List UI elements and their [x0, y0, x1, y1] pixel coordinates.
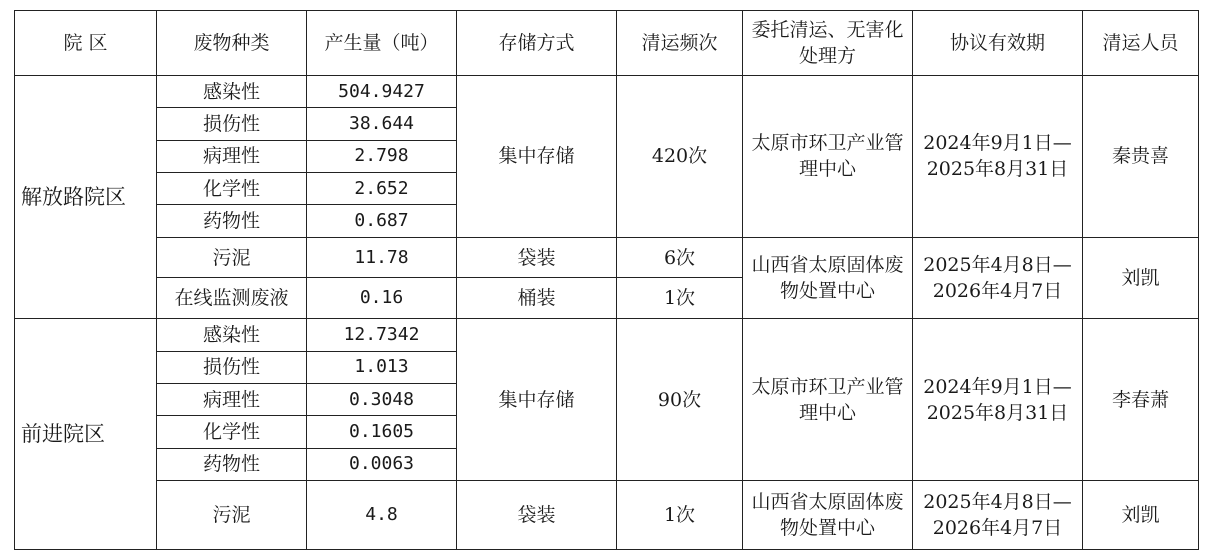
table-row	[15, 237, 1199, 278]
amount-cell: 1.013	[307, 351, 457, 383]
waste-type-cell: 感染性	[157, 76, 307, 108]
amount-cell: 0.1605	[307, 416, 457, 448]
header-row	[15, 11, 1199, 76]
frequency-cell: 1次	[617, 480, 743, 549]
period-cell: 2024年9月1日—2025年8月31日	[913, 319, 1083, 481]
waste-type-cell: 感染性	[157, 319, 307, 351]
amount-cell: 38.644	[307, 108, 457, 140]
staff-cell: 刘凯	[1083, 480, 1199, 549]
header-staff: 清运人员	[1083, 11, 1199, 76]
header-period: 协议有效期	[913, 11, 1083, 76]
amount-cell: 504.9427	[307, 76, 457, 108]
waste-type-cell: 病理性	[157, 140, 307, 172]
waste-type-cell: 化学性	[157, 416, 307, 448]
amount-cell: 11.78	[307, 237, 457, 278]
staff-cell: 秦贵喜	[1083, 76, 1199, 238]
waste-type-cell: 污泥	[157, 480, 307, 549]
frequency-cell: 1次	[617, 278, 743, 319]
amount-cell: 12.7342	[307, 319, 457, 351]
storage-cell: 桶装	[457, 278, 617, 319]
header-frequency: 清运频次	[617, 11, 743, 76]
header-processor: 委托清运、无害化处理方	[743, 11, 913, 76]
waste-type-cell: 药物性	[157, 448, 307, 480]
staff-cell: 刘凯	[1083, 237, 1199, 319]
processor-cell: 太原市环卫产业管理中心	[743, 76, 913, 238]
amount-cell: 2.798	[307, 140, 457, 172]
header-amount: 产生量（吨）	[307, 11, 457, 76]
waste-type-cell: 污泥	[157, 237, 307, 278]
waste-type-cell: 损伤性	[157, 108, 307, 140]
frequency-cell: 6次	[617, 237, 743, 278]
table-row	[15, 480, 1199, 549]
waste-type-cell: 化学性	[157, 172, 307, 204]
district-cell: 解放路院区	[15, 76, 157, 319]
table-row	[15, 76, 1199, 108]
waste-type-cell: 损伤性	[157, 351, 307, 383]
district-cell: 前进院区	[15, 319, 157, 550]
amount-cell: 0.3048	[307, 384, 457, 416]
header-waste-type: 废物种类	[157, 11, 307, 76]
amount-cell: 4.8	[307, 480, 457, 549]
waste-disposal-table	[14, 10, 1199, 550]
storage-cell: 集中存储	[457, 319, 617, 481]
amount-cell: 0.0063	[307, 448, 457, 480]
storage-cell: 袋装	[457, 237, 617, 278]
storage-cell: 袋装	[457, 480, 617, 549]
header-storage: 存储方式	[457, 11, 617, 76]
amount-cell: 0.16	[307, 278, 457, 319]
processor-cell: 山西省太原固体废物处置中心	[743, 237, 913, 319]
waste-type-cell: 病理性	[157, 384, 307, 416]
staff-cell: 李春萧	[1083, 319, 1199, 481]
header-district: 院 区	[15, 11, 157, 76]
processor-cell: 太原市环卫产业管理中心	[743, 319, 913, 481]
waste-type-cell: 在线监测废液	[157, 278, 307, 319]
period-cell: 2024年9月1日—2025年8月31日	[913, 76, 1083, 238]
table-row	[15, 319, 1199, 351]
processor-cell: 山西省太原固体废物处置中心	[743, 480, 913, 549]
frequency-cell: 420次	[617, 76, 743, 238]
amount-cell: 2.652	[307, 172, 457, 204]
waste-type-cell: 药物性	[157, 205, 307, 237]
storage-cell: 集中存储	[457, 76, 617, 238]
period-cell: 2025年4月8日—2026年4月7日	[913, 480, 1083, 549]
period-cell: 2025年4月8日—2026年4月7日	[913, 237, 1083, 319]
amount-cell: 0.687	[307, 205, 457, 237]
frequency-cell: 90次	[617, 319, 743, 481]
